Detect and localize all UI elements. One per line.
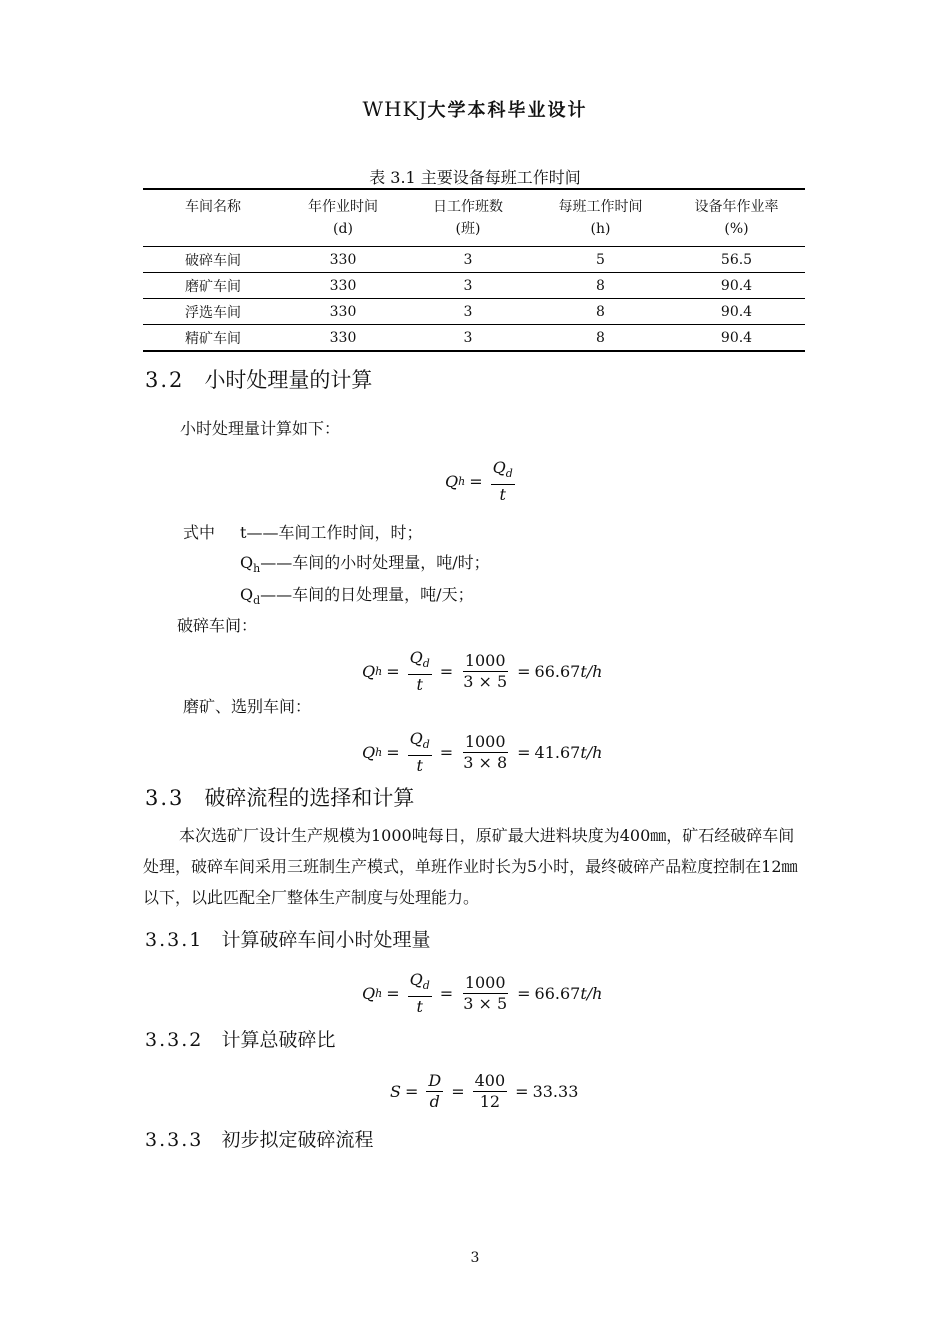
table-cell: 精矿车间 [143,325,283,352]
definition-line: $Q_h——$车间的小时处理量，吨/时； [240,553,490,576]
table-cell: 破碎车间 [143,247,283,273]
table-cell: 330 [283,299,403,325]
definition-line: t——车间工作时间，时； [240,523,423,542]
header-title: 大学本科毕业设计 [427,100,588,121]
table-cell: 330 [283,325,403,352]
table-header-row [143,189,805,247]
table-row [143,299,805,325]
subsection-heading-3-3-1: 3.3.1 计算破碎车间小时处理量 [145,929,431,951]
table-cell: 磨矿车间 [143,273,283,299]
section-heading-3-3: 3.3 破碎流程的选择和计算 [145,786,415,810]
table-caption: 表 3.1 主要设备每班工作时间 [369,168,581,187]
definition-line: $Q_d——$车间的日处理量，吨/天； [240,585,474,608]
table-cell: 8 [533,273,668,299]
formula-crush-ratio: S = $\frac{D}{d}$ = $\frac{400}{12}$ = 33.33 [390,1071,579,1111]
table-row [143,273,805,299]
formula-crush: Q h = $\frac{Q_d}{t}$ = $\frac{1000}{3 \times 5}$ = 66.67 t/h [362,648,603,695]
table-row [143,247,805,273]
section-heading-3-2: 3.2 小时处理量的计算 [145,368,373,392]
page-header [0,96,950,122]
work-time-table [143,188,805,352]
subsection-heading-3-3-3: 3.3.3 初步拟定破碎流程 [145,1129,374,1151]
table-cell: 56.5 [668,247,805,273]
table-cell: 90.4 [668,299,805,325]
column-header: 设备年作业率 (%) [694,199,779,237]
table-row [143,325,805,352]
intro-text: 小时处理量计算如下： [180,419,341,438]
table-cell: 3 [403,325,533,352]
column-header: 每班工作时间 (h) [558,199,643,237]
table-cell: 90.4 [668,325,805,352]
table-cell: 90.4 [668,273,805,299]
page-number: 3 [470,1250,480,1266]
column-header: 年作业时间 (d) [308,199,378,237]
table-cell: 8 [533,299,668,325]
table-cell: 330 [283,247,403,273]
formula-grind: Q h = $\frac{Q_d}{t}$ = $\frac{1000}{3 \times 8}$ = 41.67 t/h [362,729,603,776]
header-prefix: WHKJ [362,97,428,121]
subsection-heading-3-3-2: 3.3.2 计算总破碎比 [145,1029,336,1051]
table-cell: 5 [533,247,668,273]
formula-hourly: Q h = $\frac{Q_d}{t}$ [445,458,513,505]
formula-crush-hourly: Q h = $\frac{Q_d}{t}$ = $\frac{1000}{3 \times 5}$ = 66.67 t/h [362,970,603,1017]
table-cell: 浮选车间 [143,299,283,325]
table-cell: 330 [283,273,403,299]
crush-label: 破碎车间： [177,616,258,635]
table-cell: 3 [403,273,533,299]
table-cell: 3 [403,247,533,273]
table-cell: 8 [533,325,668,352]
column-header: 日工作班数 (班) [433,199,503,237]
grind-label: 磨矿、选别车间： [183,697,312,716]
table-cell: 3 [403,299,533,325]
body-paragraph: 本次选矿厂设计生产规模为1000吨每日，原矿最大进料块度为400㎜，矿石经破碎车间处理，破碎车间采用三班制生产模式，单班作业时长为5小时，最终破碎产品粒度控制在12㎜以下，以此匹配全厂整体生产制度与处理能力。 [143,826,798,907]
column-header: 车间名称 [185,199,241,215]
where-label: 式中 [183,523,216,542]
